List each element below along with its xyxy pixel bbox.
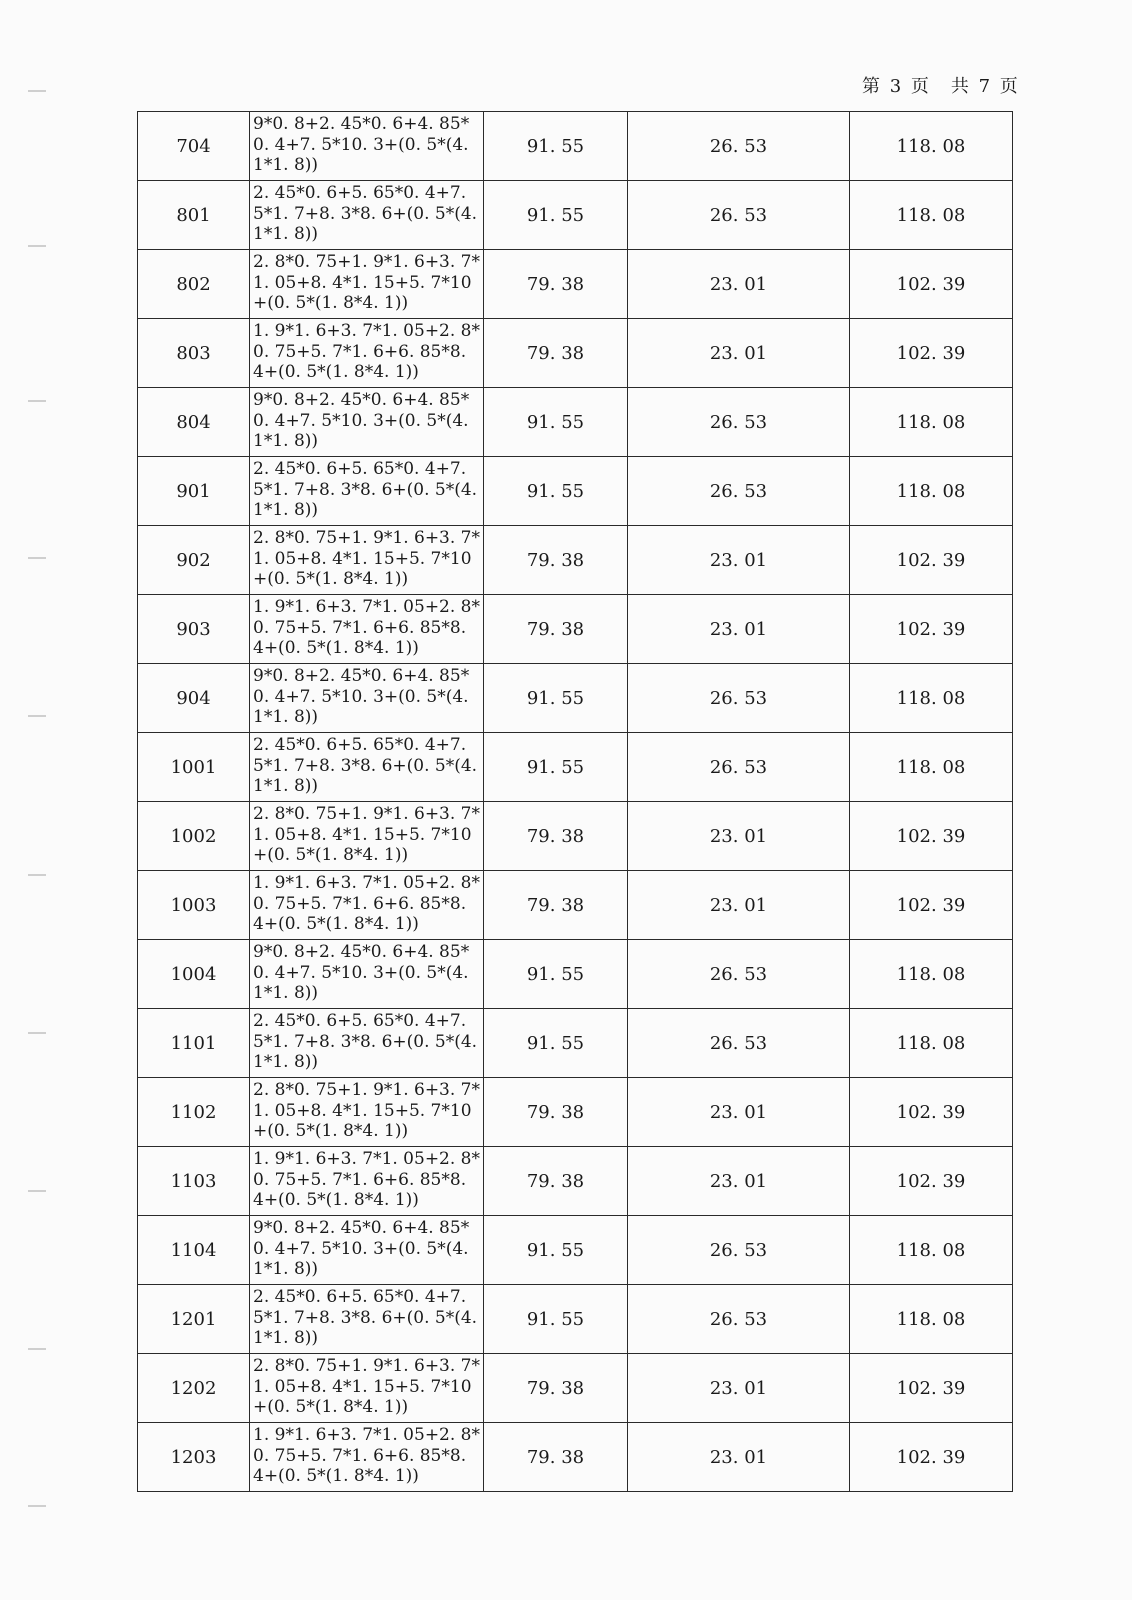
area-value: 91. 55 [484, 1285, 628, 1354]
total-area-value: 102. 39 [850, 1423, 1013, 1492]
area-value: 79. 38 [484, 871, 628, 940]
scan-mark [28, 1190, 46, 1192]
room-number: 801 [138, 181, 250, 250]
area-value: 79. 38 [484, 319, 628, 388]
table-row [138, 1285, 1013, 1354]
area-formula: 9*0. 8+2. 45*0. 6+4. 85*0. 4+7. 5*10. 3+(0. 5*(4. 1*1. 8)) [250, 388, 484, 457]
scan-mark [28, 90, 46, 92]
table-row [138, 1423, 1013, 1492]
total-area-value: 118. 08 [850, 112, 1013, 181]
area-value: 91. 55 [484, 388, 628, 457]
page-number: 第 3 页 共 7 页 [862, 76, 1020, 97]
area-value: 79. 38 [484, 1147, 628, 1216]
total-area-value: 118. 08 [850, 181, 1013, 250]
table-row [138, 1216, 1013, 1285]
total-area-value: 102. 39 [850, 526, 1013, 595]
table-row [138, 457, 1013, 526]
total-area-value: 118. 08 [850, 1285, 1013, 1354]
area-formula: 2. 8*0. 75+1. 9*1. 6+3. 7*1. 05+8. 4*1. 15+5. 7*10+(0. 5*(1. 8*4. 1)) [250, 1078, 484, 1147]
shared-area-value: 26. 53 [628, 388, 850, 457]
table-row [138, 664, 1013, 733]
shared-area-value: 26. 53 [628, 112, 850, 181]
area-formula: 2. 8*0. 75+1. 9*1. 6+3. 7*1. 05+8. 4*1. 15+5. 7*10+(0. 5*(1. 8*4. 1)) [250, 250, 484, 319]
area-formula: 9*0. 8+2. 45*0. 6+4. 85*0. 4+7. 5*10. 3+(0. 5*(4. 1*1. 8)) [250, 940, 484, 1009]
area-value: 79. 38 [484, 595, 628, 664]
area-formula: 1. 9*1. 6+3. 7*1. 05+2. 8*0. 75+5. 7*1. 6+6. 85*8. 4+(0. 5*(1. 8*4. 1)) [250, 319, 484, 388]
shared-area-value: 23. 01 [628, 319, 850, 388]
room-number: 901 [138, 457, 250, 526]
shared-area-value: 26. 53 [628, 1216, 850, 1285]
table-row [138, 112, 1013, 181]
total-area-value: 118. 08 [850, 940, 1013, 1009]
area-value: 91. 55 [484, 1216, 628, 1285]
table-row [138, 871, 1013, 940]
scan-mark [28, 1505, 46, 1507]
area-value: 91. 55 [484, 181, 628, 250]
area-formula: 2. 8*0. 75+1. 9*1. 6+3. 7*1. 05+8. 4*1. 15+5. 7*10+(0. 5*(1. 8*4. 1)) [250, 802, 484, 871]
table-row [138, 1078, 1013, 1147]
area-formula: 2. 45*0. 6+5. 65*0. 4+7. 5*1. 7+8. 3*8. 6+(0. 5*(4. 1*1. 8)) [250, 1285, 484, 1354]
area-value: 79. 38 [484, 526, 628, 595]
total-area-value: 102. 39 [850, 1147, 1013, 1216]
table-row [138, 940, 1013, 1009]
area-formula: 1. 9*1. 6+3. 7*1. 05+2. 8*0. 75+5. 7*1. 6+6. 85*8. 4+(0. 5*(1. 8*4. 1)) [250, 871, 484, 940]
room-number: 1001 [138, 733, 250, 802]
room-number: 1203 [138, 1423, 250, 1492]
total-area-value: 102. 39 [850, 1354, 1013, 1423]
area-formula: 2. 45*0. 6+5. 65*0. 4+7. 5*1. 7+8. 3*8. 6+(0. 5*(4. 1*1. 8)) [250, 457, 484, 526]
room-number: 904 [138, 664, 250, 733]
room-number: 1103 [138, 1147, 250, 1216]
room-number: 1002 [138, 802, 250, 871]
shared-area-value: 23. 01 [628, 1147, 850, 1216]
scan-mark [28, 400, 46, 402]
shared-area-value: 23. 01 [628, 1078, 850, 1147]
room-number: 1102 [138, 1078, 250, 1147]
table-row [138, 250, 1013, 319]
table-row [138, 1354, 1013, 1423]
total-area-value: 118. 08 [850, 1216, 1013, 1285]
area-formula: 9*0. 8+2. 45*0. 6+4. 85*0. 4+7. 5*10. 3+(0. 5*(4. 1*1. 8)) [250, 112, 484, 181]
total-area-value: 118. 08 [850, 388, 1013, 457]
total-area-value: 102. 39 [850, 1078, 1013, 1147]
area-formula: 1. 9*1. 6+3. 7*1. 05+2. 8*0. 75+5. 7*1. 6+6. 85*8. 4+(0. 5*(1. 8*4. 1)) [250, 595, 484, 664]
shared-area-value: 26. 53 [628, 1009, 850, 1078]
table-row [138, 319, 1013, 388]
shared-area-value: 26. 53 [628, 664, 850, 733]
area-value: 91. 55 [484, 1009, 628, 1078]
area-value: 79. 38 [484, 1423, 628, 1492]
shared-area-value: 23. 01 [628, 871, 850, 940]
area-formula: 2. 45*0. 6+5. 65*0. 4+7. 5*1. 7+8. 3*8. 6+(0. 5*(4. 1*1. 8)) [250, 1009, 484, 1078]
room-number: 704 [138, 112, 250, 181]
room-number: 1104 [138, 1216, 250, 1285]
scan-mark [28, 245, 46, 247]
shared-area-value: 26. 53 [628, 181, 850, 250]
room-number: 804 [138, 388, 250, 457]
total-area-value: 102. 39 [850, 250, 1013, 319]
room-number: 803 [138, 319, 250, 388]
table-row [138, 1009, 1013, 1078]
area-value: 91. 55 [484, 733, 628, 802]
total-area-value: 118. 08 [850, 457, 1013, 526]
shared-area-value: 23. 01 [628, 1354, 850, 1423]
shared-area-value: 26. 53 [628, 1285, 850, 1354]
area-value: 79. 38 [484, 1078, 628, 1147]
total-area-value: 102. 39 [850, 319, 1013, 388]
shared-area-value: 23. 01 [628, 802, 850, 871]
table-row [138, 1147, 1013, 1216]
area-table [137, 111, 1013, 1492]
table-row [138, 595, 1013, 664]
total-area-value: 102. 39 [850, 871, 1013, 940]
shared-area-value: 23. 01 [628, 526, 850, 595]
room-number: 1003 [138, 871, 250, 940]
scan-mark [28, 557, 46, 559]
shared-area-value: 23. 01 [628, 250, 850, 319]
area-formula: 9*0. 8+2. 45*0. 6+4. 85*0. 4+7. 5*10. 3+(0. 5*(4. 1*1. 8)) [250, 1216, 484, 1285]
shared-area-value: 26. 53 [628, 733, 850, 802]
area-value: 91. 55 [484, 457, 628, 526]
table-row [138, 181, 1013, 250]
room-number: 802 [138, 250, 250, 319]
area-value: 79. 38 [484, 1354, 628, 1423]
room-number: 902 [138, 526, 250, 595]
scan-mark [28, 715, 46, 717]
area-value: 91. 55 [484, 940, 628, 1009]
room-number: 1004 [138, 940, 250, 1009]
total-area-value: 118. 08 [850, 733, 1013, 802]
area-value: 91. 55 [484, 112, 628, 181]
total-area-value: 118. 08 [850, 1009, 1013, 1078]
shared-area-value: 23. 01 [628, 1423, 850, 1492]
area-value: 79. 38 [484, 250, 628, 319]
total-area-value: 118. 08 [850, 664, 1013, 733]
shared-area-value: 23. 01 [628, 595, 850, 664]
scan-mark [28, 874, 46, 876]
scan-mark [28, 1348, 46, 1350]
scan-mark [28, 1032, 46, 1034]
area-formula: 9*0. 8+2. 45*0. 6+4. 85*0. 4+7. 5*10. 3+(0. 5*(4. 1*1. 8)) [250, 664, 484, 733]
table-row [138, 802, 1013, 871]
table-row [138, 388, 1013, 457]
room-number: 1202 [138, 1354, 250, 1423]
area-value: 91. 55 [484, 664, 628, 733]
area-value: 79. 38 [484, 802, 628, 871]
room-number: 1201 [138, 1285, 250, 1354]
area-formula: 2. 45*0. 6+5. 65*0. 4+7. 5*1. 7+8. 3*8. 6+(0. 5*(4. 1*1. 8)) [250, 733, 484, 802]
room-number: 1101 [138, 1009, 250, 1078]
total-area-value: 102. 39 [850, 595, 1013, 664]
shared-area-value: 26. 53 [628, 940, 850, 1009]
total-area-value: 102. 39 [850, 802, 1013, 871]
area-formula: 2. 45*0. 6+5. 65*0. 4+7. 5*1. 7+8. 3*8. 6+(0. 5*(4. 1*1. 8)) [250, 181, 484, 250]
shared-area-value: 26. 53 [628, 457, 850, 526]
area-formula: 1. 9*1. 6+3. 7*1. 05+2. 8*0. 75+5. 7*1. 6+6. 85*8. 4+(0. 5*(1. 8*4. 1)) [250, 1423, 484, 1492]
area-formula: 1. 9*1. 6+3. 7*1. 05+2. 8*0. 75+5. 7*1. 6+6. 85*8. 4+(0. 5*(1. 8*4. 1)) [250, 1147, 484, 1216]
area-table-body [138, 112, 1013, 1492]
room-number: 903 [138, 595, 250, 664]
table-row [138, 733, 1013, 802]
area-formula: 2. 8*0. 75+1. 9*1. 6+3. 7*1. 05+8. 4*1. 15+5. 7*10+(0. 5*(1. 8*4. 1)) [250, 1354, 484, 1423]
table-row [138, 526, 1013, 595]
area-formula: 2. 8*0. 75+1. 9*1. 6+3. 7*1. 05+8. 4*1. 15+5. 7*10+(0. 5*(1. 8*4. 1)) [250, 526, 484, 595]
